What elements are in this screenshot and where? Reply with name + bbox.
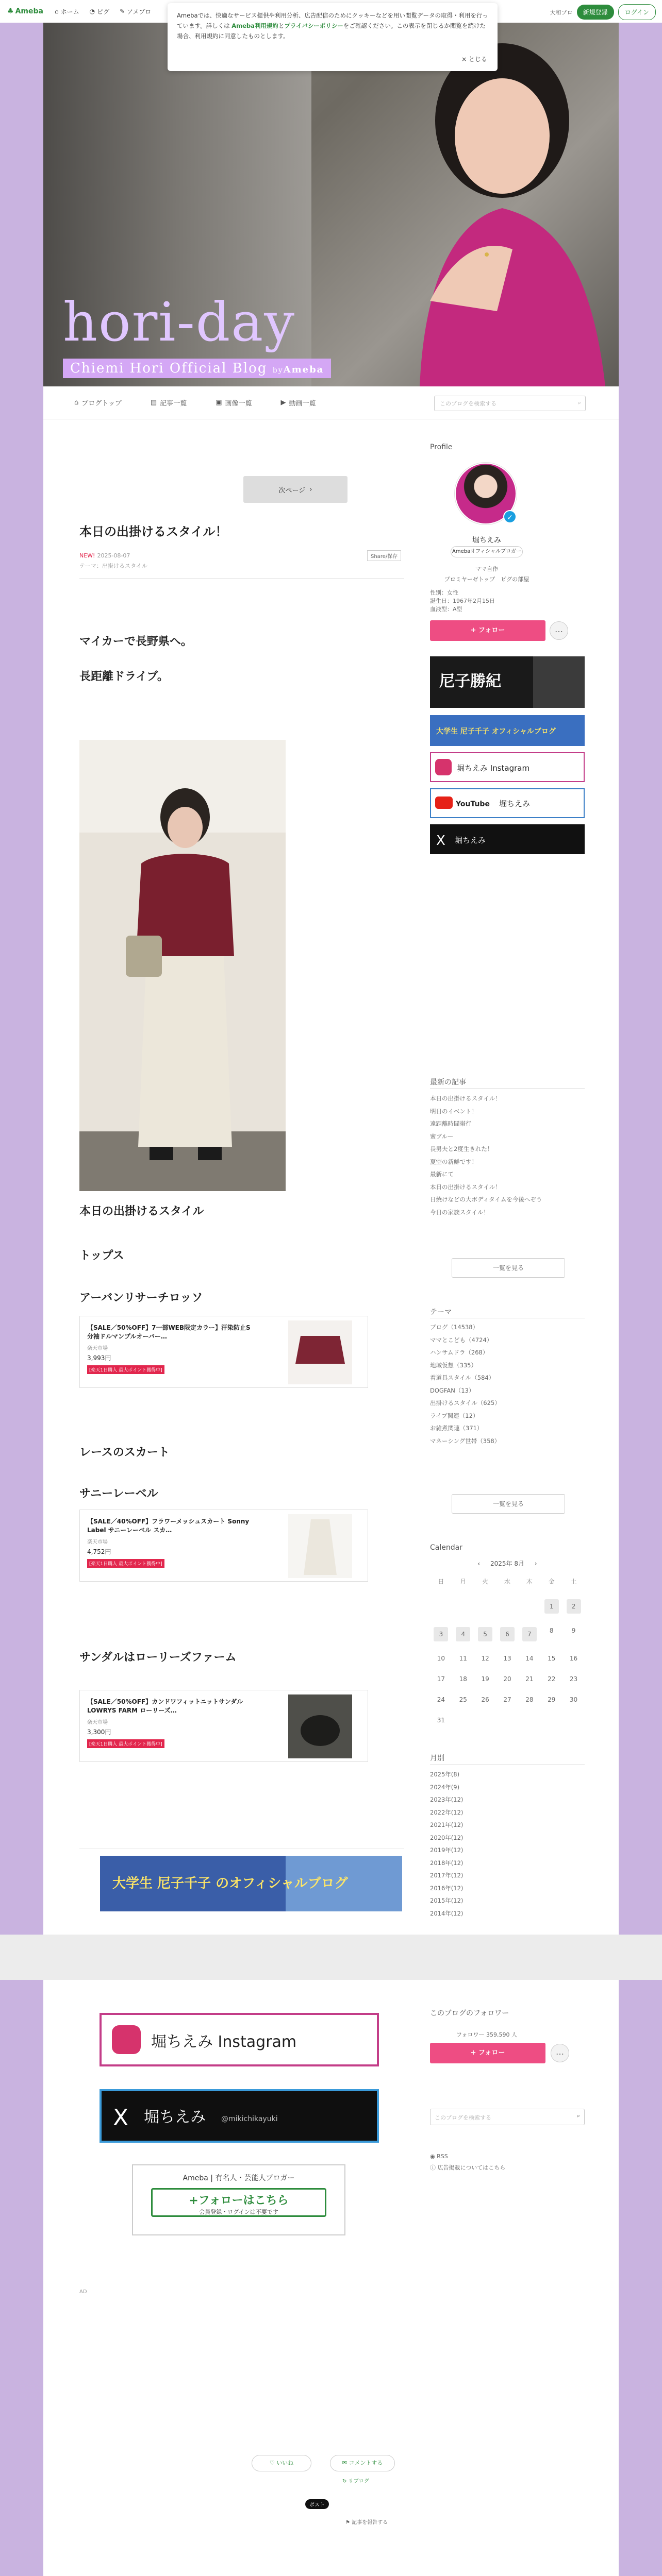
calendar-day: 14 (525, 1655, 534, 1662)
pen-icon: ✎ (120, 8, 125, 15)
profile-heading: Profile (430, 443, 453, 451)
latest-entry[interactable]: 遠距離時間帯行 (430, 1120, 472, 1127)
nav-ameblo[interactable]: ✎ アメブロ (120, 8, 152, 15)
blog-nav (43, 386, 619, 419)
blog-header[interactable] (43, 23, 619, 386)
ameba-box-title: Ameba | 有名人・芸能人ブロガー (183, 2174, 295, 2182)
cookie-close-button[interactable]: × とじる (461, 56, 487, 63)
like-button[interactable]: ♡ いいね (252, 2455, 311, 2471)
profile-links[interactable]: プロミヤーゼトップ ピグの部屋 (444, 576, 529, 583)
archive-item[interactable]: 2018年(12) (430, 1859, 464, 1867)
theme-item[interactable]: ブログ（14538） (430, 1324, 479, 1331)
youtube-side-banner[interactable] (430, 788, 585, 818)
calendar-day (496, 1599, 519, 1614)
calendar-weekday: 水 (504, 1578, 510, 1585)
x-post-button[interactable]: ポスト (305, 2499, 329, 2509)
follower-count: フォロワー 359,590 人 (456, 2031, 517, 2038)
latest-entries-list (430, 1092, 585, 1218)
latest-entry[interactable]: 今日の家族スタイル！ (430, 1208, 489, 1216)
nav-home[interactable]: ⌂ ホーム (54, 8, 79, 15)
heart-icon: ♡ (269, 2460, 275, 2466)
banner-text: 大学生 尼子千子 オフィシャルブログ (436, 727, 556, 736)
outfit-photo[interactable] (79, 740, 286, 1191)
nav-entry-list[interactable]: ▤ 記事一覧 (150, 399, 187, 408)
ameblo-app-link[interactable]: 大和ブロ (550, 9, 573, 16)
ameba-logo[interactable]: ♣ Ameba (7, 7, 43, 15)
calendar-weekday: 土 (570, 1578, 577, 1585)
nav-video-list[interactable]: ▶ 動画一覧 (280, 399, 316, 408)
calendar-day: 30 (569, 1696, 578, 1703)
skirt-heading: レースのスカート (79, 1446, 170, 1459)
calendar-day: 21 (525, 1675, 534, 1683)
calendar-day: 11 (459, 1655, 467, 1662)
nav-pigg[interactable]: ◔ ピグ (89, 8, 110, 15)
privacy-link[interactable]: プライバシーポリシー (284, 22, 343, 30)
latest-entry[interactable]: 本日の出掛けるスタイル！ (430, 1183, 501, 1191)
calendar-day: 17 (437, 1675, 445, 1683)
calendar-weekday: 木 (526, 1578, 533, 1585)
banner-text: 大学生 尼子千子 のオフィシャルブログ (112, 1876, 348, 1891)
calendar-day: 16 (569, 1655, 578, 1662)
youtube-label: YouTube (456, 800, 490, 808)
archive-item[interactable]: 2015年(12) (430, 1897, 464, 1904)
outfit-heading: 本日の出掛けるスタイル (79, 1205, 204, 1218)
blog-subtitle: Chiemi Hori Official Blog byAmeba (63, 359, 331, 378)
verified-icon: ✓ (503, 510, 517, 523)
comment-icon: ✉ (342, 2460, 347, 2466)
header-portrait (373, 33, 616, 386)
flag-icon: ⚑ (345, 2520, 350, 2526)
home-icon: ⌂ (74, 399, 79, 406)
product-card-3[interactable] (79, 1690, 368, 1762)
product-shop: 楽天市場 (87, 1539, 108, 1545)
calendar-weekday: 月 (460, 1578, 467, 1585)
tops-heading: トップス (79, 1249, 124, 1262)
product-shop: 楽天市場 (87, 1719, 108, 1725)
divider (79, 578, 404, 579)
next-page-button[interactable]: 次ページ › (243, 476, 347, 503)
product-badge: [楽天1日購入 最大ポイント獲得中] (87, 1559, 164, 1568)
search-icon[interactable]: ⌕ (576, 2112, 580, 2119)
product-price: 3,993円 (87, 1354, 111, 1362)
theme-item[interactable]: ママとこども（4724） (430, 1336, 493, 1344)
topnav-right (550, 4, 656, 20)
x-logo-icon: X (113, 2105, 129, 2131)
sandal-heading: サンダルはローリーズファーム (79, 1651, 237, 1664)
page-break-band (0, 1935, 662, 1980)
latest-entry[interactable]: 明日のイベント！ (430, 1107, 477, 1115)
calendar-day (452, 1599, 474, 1614)
ad-label: AD (79, 2289, 87, 2295)
calendar-grid (430, 1577, 585, 1724)
report-link[interactable]: ⚑ 記事を報告する (345, 2520, 388, 2526)
archive-item[interactable]: 2024年(9) (430, 1783, 460, 1791)
about-ad-link[interactable]: ⓘ 広告掲載についてはこちら (430, 2164, 506, 2171)
product-price: 4,752円 (87, 1548, 111, 1555)
product-badge: [楽天1日購入 最大ポイント獲得中] (87, 1365, 164, 1374)
product-image[interactable] (288, 1320, 352, 1384)
rss-icon: ◉ (430, 2153, 435, 2160)
calendar-weekday: 火 (482, 1578, 489, 1585)
theme-item[interactable]: 出掛けるスタイル（625） (430, 1399, 501, 1406)
calendar-day (474, 1599, 496, 1614)
chevron-right-icon[interactable]: › (534, 1560, 537, 1567)
archive-item[interactable]: 2017年(12) (430, 1872, 464, 1879)
calendar-day: 24 (437, 1696, 445, 1703)
latest-list-button[interactable]: 一覧を見る (452, 1258, 565, 1278)
latest-entry[interactable]: 夏空の新鮮です！ (430, 1158, 477, 1165)
theme-item[interactable]: ハンサムドラ（268） (430, 1349, 489, 1356)
signup-button[interactable]: 新規登録 (577, 5, 614, 20)
theme-item[interactable]: マネーシング世帯（358） (430, 1437, 501, 1445)
calendar-day: 18 (459, 1675, 467, 1683)
archive-item[interactable]: 2014年(12) (430, 1909, 464, 1917)
product-title[interactable]: 【SALE／50%OFF】カンドワフィットニットサンダル LOWRYS FARM ローリーズ… (87, 1698, 243, 1715)
info-icon: ⓘ (430, 2164, 436, 2171)
theme-list-button[interactable]: 一覧を見る (452, 1494, 565, 1514)
latest-entries-heading: 最新の記事 (430, 1078, 466, 1087)
banner-text: 尼子勝紀 (439, 672, 501, 690)
blog-search-input[interactable]: このブログを検索する ⌕ (434, 396, 586, 411)
archive-item[interactable]: 2021年(12) (430, 1821, 464, 1828)
archive-heading: 月別 (430, 1754, 444, 1762)
product-image[interactable] (288, 1694, 352, 1758)
x-logo-icon: X (436, 833, 445, 849)
profile-role: ママ自作 (475, 566, 498, 572)
brand2-heading: サニーレーベル (79, 1487, 158, 1500)
article-theme[interactable]: テーマ：出掛けるスタイル (79, 563, 147, 569)
more-options-button[interactable]: … (550, 621, 568, 640)
archive-list (430, 1768, 585, 1920)
banner-text: 堀ちえみ (144, 2108, 206, 2126)
profile-bloodtype: 血液型：A型 (430, 606, 462, 613)
product-badge: [楽天1日購入 最大ポイント獲得中] (87, 1739, 164, 1748)
chikako-side-banner[interactable] (430, 715, 585, 746)
calendar-day: 8 (549, 1627, 554, 1634)
blog-search-input-lower[interactable]: このブログを検索する ⌕ (430, 2109, 585, 2125)
calendar-day: 28 (525, 1696, 534, 1703)
comment-button[interactable]: ✉ コメントする (330, 2455, 395, 2471)
product-price: 3,300円 (87, 1728, 111, 1736)
login-button[interactable]: ログイン (618, 4, 656, 20)
calendar-day: 20 (503, 1675, 511, 1683)
rss-link[interactable]: ◉ RSS (430, 2153, 448, 2160)
x-handle: @mikichikayuki (221, 2115, 278, 2123)
calendar-heading: Calendar (430, 1544, 462, 1552)
theme-item[interactable]: 地域仮想（335） (430, 1361, 477, 1369)
calendar-day: 22 (548, 1675, 556, 1683)
product-title[interactable]: 【SALE／40%OFF】フラワーメッシュスカート Sonny Label サニーレーベル スカ… (87, 1518, 250, 1534)
calendar-day[interactable]: 3 (430, 1627, 452, 1641)
calendar-day: 12 (481, 1655, 489, 1662)
follow-button-lower[interactable]: + フォロー (430, 2043, 545, 2063)
blog-title: hori-day (63, 291, 296, 353)
archive-item[interactable]: 2023年(12) (430, 1796, 464, 1803)
banner-text: 堀ちえみ Instagram (457, 764, 530, 773)
calendar-day[interactable]: 5 (474, 1627, 496, 1641)
pigg-icon: ◔ (89, 8, 95, 15)
calendar-month: ‹ 2025年 8月 › (477, 1560, 537, 1567)
calendar-day: 27 (503, 1696, 511, 1703)
chikako-blog-banner[interactable] (100, 1856, 402, 1911)
image-icon: ▣ (216, 399, 222, 406)
followers-heading: このブログのフォロワー (430, 2009, 509, 2018)
calendar (430, 1544, 585, 1724)
nav-blog-top[interactable]: ⌂ ブログトップ (74, 399, 122, 408)
calendar-day: 29 (548, 1696, 556, 1703)
x-side-banner[interactable] (430, 824, 585, 854)
calendar-weekday: 金 (548, 1578, 555, 1585)
archive-item[interactable]: 2020年(12) (430, 1834, 464, 1841)
katsunori-banner[interactable] (430, 656, 585, 708)
chevron-left-icon[interactable]: ‹ (477, 1560, 481, 1567)
article-line-1: マイカーで長野県へ。 (79, 635, 192, 648)
product-card-1[interactable] (79, 1316, 368, 1388)
banner-text: 堀ちえみ (499, 799, 531, 808)
ameba-logo-icon: ♣ (7, 7, 14, 15)
calendar-day[interactable]: 1 (540, 1599, 562, 1614)
archive-item[interactable]: 2019年(12) (430, 1846, 464, 1854)
latest-entry[interactable]: 本日の出掛けるスタイル！ (430, 1095, 501, 1102)
chevron-right-icon: › (309, 485, 312, 494)
calendar-day[interactable]: 2 (562, 1599, 585, 1614)
calendar-day: 26 (481, 1696, 489, 1703)
calendar-day[interactable]: 6 (496, 1627, 519, 1641)
calendar-day[interactable]: 7 (518, 1627, 540, 1641)
brand1-heading: アーバンリサーチロッソ (79, 1292, 203, 1304)
calendar-day: 25 (459, 1696, 467, 1703)
latest-entry[interactable]: 長男夫と2度生きれた！ (430, 1145, 493, 1153)
more-options-button[interactable]: … (551, 2044, 569, 2062)
banner-text: 堀ちえみ Instagram (151, 2033, 297, 2051)
calendar-day: 9 (571, 1627, 576, 1634)
divider (430, 1764, 585, 1765)
profile-gender: 性別：女性 (430, 589, 458, 596)
instagram-banner[interactable] (100, 2013, 379, 2066)
video-icon: ▶ (280, 399, 286, 406)
archive-item[interactable]: 2025年(8) (430, 1771, 460, 1778)
search-icon[interactable]: ⌕ (577, 399, 581, 406)
cookie-notice: Amebaでは、快適なサービス提供や利用分析、広告配信のためにクッキーなどを用い閲覧データの取得・利用を行っています。詳しくは Ameba利用規約とプライバシーポリシーをご確認ください。この表示を閉じるか閲覧を続けた場合、利用規約に同意したものとします。 × とじる (168, 3, 498, 71)
share-button[interactable]: Share/保存 (367, 550, 401, 561)
article-title[interactable]: 本日の出掛けるスタイル！ (79, 524, 228, 539)
instagram-side-banner[interactable] (430, 752, 585, 782)
calendar-day: 31 (437, 1717, 445, 1724)
nav-image-list[interactable]: ▣ 画像一覧 (216, 399, 252, 408)
profile-name[interactable]: 堀ちえみ (472, 536, 501, 545)
theme-list (430, 1321, 585, 1447)
theme-item[interactable]: お雑煮関連（371） (430, 1425, 483, 1432)
terms-link[interactable]: Ameba利用規約 (231, 22, 278, 30)
calendar-day: 19 (481, 1675, 489, 1683)
product-shop: 楽天市場 (87, 1345, 108, 1351)
calendar-day (430, 1599, 452, 1614)
official-blogger-badge[interactable]: Amebaオフィシャルブロガー (451, 546, 523, 557)
calendar-weekday: 日 (438, 1578, 444, 1585)
divider (430, 1088, 585, 1089)
banner-text: 堀ちえみ (455, 836, 486, 845)
calendar-day: 15 (548, 1655, 556, 1662)
article-line-2: 長距離ドライブ。 (79, 670, 169, 683)
theme-item[interactable]: ライブ関連（12） (430, 1412, 479, 1419)
follow-button[interactable]: + フォロー (430, 620, 545, 641)
theme-item[interactable]: 着道具スタイル（584） (430, 1374, 495, 1381)
calendar-day: 13 (503, 1655, 511, 1662)
calendar-day[interactable]: 4 (452, 1627, 474, 1641)
theme-item[interactable]: DOGFAN（13） (430, 1386, 475, 1394)
latest-entry[interactable]: 蜜ブルー (430, 1132, 454, 1140)
calendar-day (518, 1599, 540, 1614)
profile-birthday: 誕生日：1967年2月15日 (430, 598, 495, 604)
main-content-lower (43, 1980, 619, 2576)
latest-entry[interactable]: 最新にて (430, 1171, 454, 1178)
theme-heading: テーマ (430, 1308, 452, 1316)
product-title[interactable]: 【SALE／50%OFF】7一部WEB限定カラー】汗染防止S分袖ドルマンプルオーバー… (87, 1324, 251, 1341)
product-card-2[interactable] (79, 1510, 368, 1582)
ameba-follow-box[interactable] (132, 2164, 345, 2235)
home-icon: ⌂ (54, 8, 59, 15)
ameba-follow-button[interactable]: +フォローはこちら 会員登録・ログインは不要です (151, 2188, 326, 2217)
calendar-day: 23 (569, 1675, 578, 1683)
archive-item[interactable]: 2022年(12) (430, 1808, 464, 1816)
calendar-day: 10 (437, 1655, 445, 1662)
product-image[interactable] (288, 1514, 352, 1578)
reblog-icon: ↻ (342, 2479, 347, 2484)
main-content (43, 386, 619, 1935)
reblog-link[interactable]: ↻ リブログ (342, 2479, 369, 2484)
archive-item[interactable]: 2016年(12) (430, 1884, 464, 1892)
latest-entry[interactable]: 日焼けなどの大ボディタイムを今後へぞう (430, 1196, 542, 1203)
article-meta: NEW! 2025-08-07 (79, 552, 130, 559)
x-banner[interactable] (100, 2089, 379, 2143)
list-icon: ▤ (150, 399, 157, 406)
